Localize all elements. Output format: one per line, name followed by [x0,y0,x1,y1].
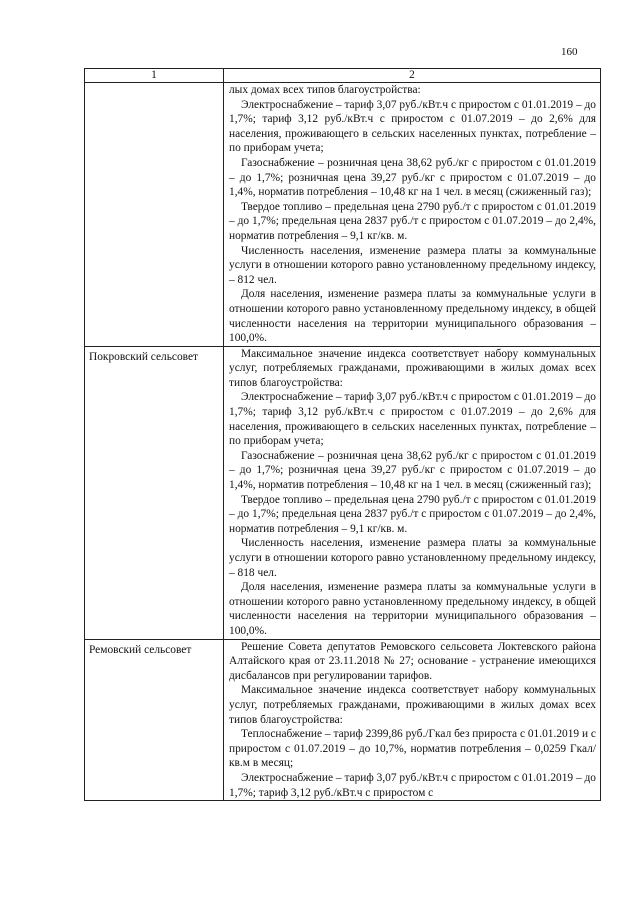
table-header-row [85,69,601,83]
paragraph: Твердое топливо – предельная цена 2790 руб./т с приростом с 01.01.2019 – до 1,7%; предельная цена 2837 руб./т с приростом с 01.07.2019 – до 2,4%, норматив потребления – 9,1 кг/кв. м. [229,200,596,242]
column-header-1: 1 [85,69,224,83]
paragraph: Твердое топливо – предельная цена 2790 руб./т с приростом с 01.01.2019 – до 1,7%; предельная цена 2837 руб./т с приростом с 01.07.2019 – до 2,4%, норматив потребления – 9,1 кг/кв. м. [229,493,596,535]
column-header-2: 2 [224,69,601,83]
paragraph: Электроснабжение – тариф 3,07 руб./кВт.ч с приростом с 01.01.2019 – до 1,7%; тариф 3,12 руб./кВт.ч с приростом с 01.07.2019 – до 2,6% для населения, проживающего в сельских населенных пунктах, потребление – по приборам учета; [229,391,596,448]
table-row [85,346,601,639]
index-description [224,639,601,801]
municipal-index-table [84,68,601,801]
paragraph: Численность населения, изменение размера платы за коммунальные услуги в отношении которого равно установленному предельному индексу, – 818 чел. [229,537,596,579]
paragraph: Электроснабжение – тариф 3,07 руб./кВт.ч с приростом с 01.01.2019 – до 1,7%; тариф 3,12 руб./кВт.ч с приростом с [229,771,596,799]
index-description [224,346,601,639]
paragraph: Максимальное значение индекса соответствует набору коммунальных услуг, потребляемых гражданами, проживающими в жилых домах всех типов благоустройства: [229,684,596,726]
paragraph: Теплоснабжение – тариф 2399,86 руб./Гкал без прироста с 01.01.2019 и с приростом с 01.07.2019 – до 10,7%, норматив потребления – 0,0259 Гкал/кв.м в месяц; [229,728,596,770]
paragraph: Электроснабжение – тариф 3,07 руб./кВт.ч с приростом с 01.01.2019 – до 1,7%; тариф 3,12 руб./кВт.ч с приростом с 01.07.2019 – до 2,6% для населения, проживающего в сельских населенных пунктах, потребление – по приборам учета; [229,98,596,155]
paragraph: Газоснабжение – розничная цена 38,62 руб./кг с приростом с 01.01.2019 – до 1,7%; розничная цена 39,27 руб./кг с приростом с 01.07.2019 – до 1,4%, норматив потребления – 10,48 кг на 1 чел. в месяц (сжиженный газ); [229,449,596,492]
municipality-name: Покровский сельсовет [85,346,224,639]
table-row [85,83,601,347]
table-row [85,639,601,801]
index-description [224,83,601,347]
paragraph: Доля населения, изменение размера платы за коммунальные услуги в отношении которого равно установленному предельному индексу, в общей численности населения на территории муниципального образования – 100,0%. [229,581,596,637]
municipality-name: Ремовский сельсовет [85,639,224,801]
paragraph: Решение Совета депутатов Ремовского сельсовета Локтевского района Алтайского края от 23.11.2018 № 27; основание - устранение имеющихся дисбалансов при регулировании тарифов. [229,640,596,682]
paragraph: Максимальное значение индекса соответствует набору коммунальных услуг, потребляемых гражданами, проживающими в жилых домах всех типов благоустройства: [229,347,596,389]
municipality-name [85,83,224,347]
paragraph: Газоснабжение – розничная цена 38,62 руб./кг с приростом с 01.01.2019 – до 1,7%; розничная цена 39,27 руб./кг с приростом с 01.07.2019 – до 1,4%, норматив потребления – 10,48 кг на 1 чел. в месяц (сжиженный газ); [229,156,596,199]
page-number: 160 [561,46,578,58]
paragraph: Доля населения, изменение размера платы за коммунальные услуги в отношении которого равно установленному предельному индексу, в общей численности населения на территории муниципального образования – 100,0%. [229,288,596,345]
paragraph: лых домах всех типов благоустройства: [229,84,421,96]
paragraph: Численность населения, изменение размера платы за коммунальные услуги в отношении которого равно установленному предельному индексу, – 812 чел. [229,244,596,286]
